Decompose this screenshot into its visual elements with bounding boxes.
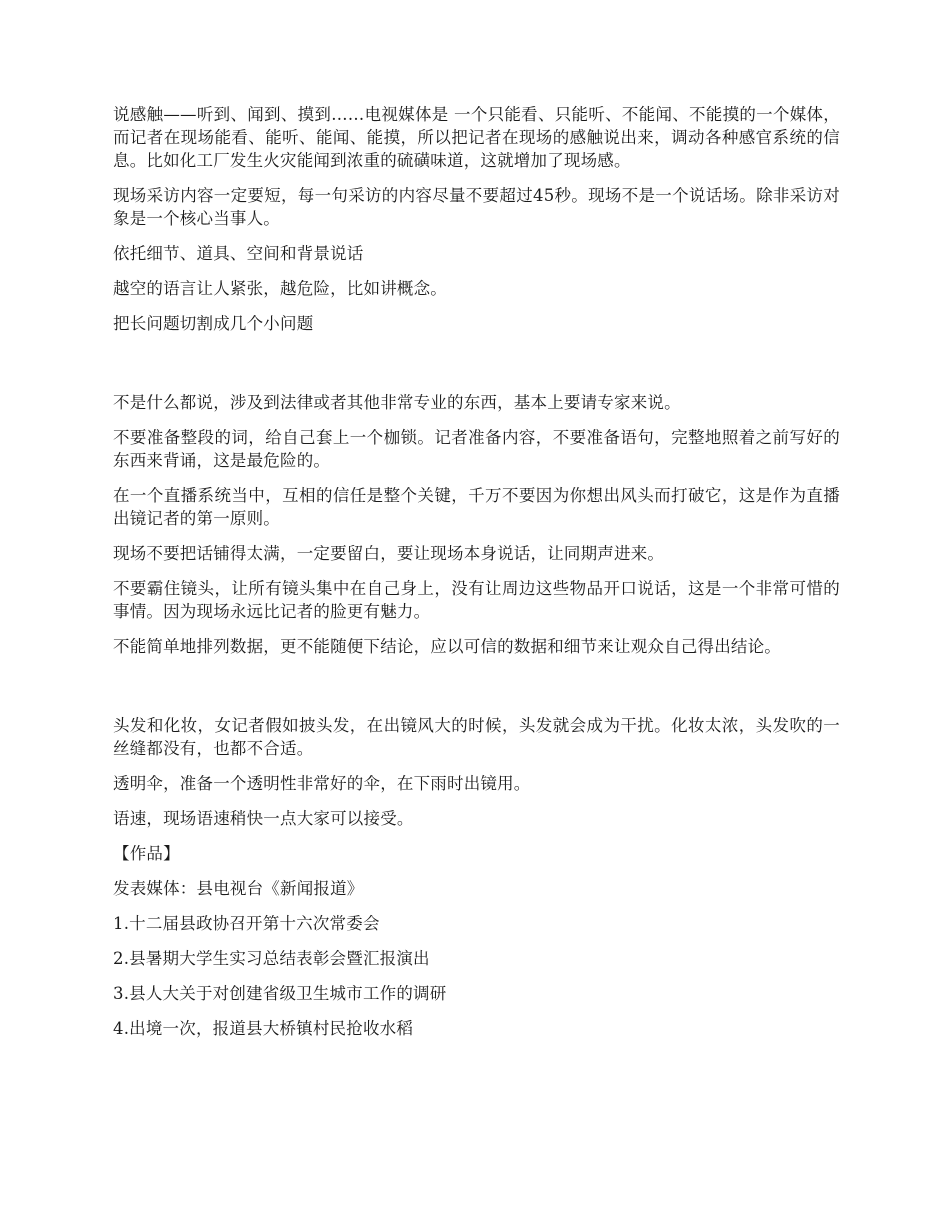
list-item: 4.出境一次，报道县大桥镇村民抢收水稻 <box>113 1019 414 1038</box>
paragraph: 在一个直播系统当中，互相的信任是整个关键，千万不要因为你想出风头而打破它，这是作为直播出镜记者的第一原则。 <box>113 486 840 528</box>
list-item: 3.县人大关于对创建省级卫生城市工作的调研 <box>113 984 447 1003</box>
paragraph: 不是什么都说，涉及到法律或者其他非常专业的东西，基本上要请专家来说。 <box>113 393 681 412</box>
paragraph: 不要霸住镜头，让所有镜头集中在自己身上，没有让周边这些物品开口说话，这是一个非常可惜的事情。因为现场永远比记者的脸更有魅力。 <box>113 579 840 621</box>
paragraph: 越空的语言让人紧张，越危险，比如讲概念。 <box>113 279 447 298</box>
paragraph: 头发和化妆，女记者假如披头发，在出镜风大的时候，头发就会成为干扰。化妆太浓，头发吹的一丝缝都没有，也都不合适。 <box>113 716 840 758</box>
paragraph: 透明伞，准备一个透明性非常好的伞，在下雨时出镜用。 <box>113 774 531 793</box>
list-item: 2.县暑期大学生实习总结表彰会暨汇报演出 <box>113 949 430 968</box>
paragraph: 依托细节、道具、空间和背景说话 <box>113 244 364 263</box>
paragraph: 现场采访内容一定要短，每一句采访的内容尽量不要超过45秒。现场不是一个说话场。除非采访对象是一个核心当事人。 <box>113 186 840 228</box>
list-item: 1.十二届县政协召开第十六次常委会 <box>113 914 380 933</box>
section-heading: 【作品】 <box>113 844 180 863</box>
publication-media: 发表媒体：县电视台《新闻报道》 <box>113 879 364 898</box>
paragraph: 现场不要把话铺得太满，一定要留白，要让现场本身说话，让同期声进来。 <box>113 544 665 563</box>
document-page <box>113 103 840 1052</box>
paragraph: 语速，现场语速稍快一点大家可以接受。 <box>113 809 414 828</box>
paragraph: 不能简单地排列数据，更不能随便下结论，应以可信的数据和细节来让观众自己得出结论。 <box>113 637 781 656</box>
paragraph: 不要准备整段的词，给自己套上一个枷锁。记者准备内容，不要准备语句，完整地照着之前写好的东西来背诵，这是最危险的。 <box>113 428 840 470</box>
paragraph: 把长问题切割成几个小问题 <box>113 314 314 333</box>
paragraph: 说感触——听到、闻到、摸到……电视媒体是 一个只能看、只能听、不能闻、不能摸的一个媒体，而记者在现场能看、能听、能闻、能摸，所以把记者在现场的感触说出来，调动各种感官系统的信息。比如化工厂发生火灾能闻到浓重的硫磺味道，这就增加了现场感。 <box>113 105 840 170</box>
